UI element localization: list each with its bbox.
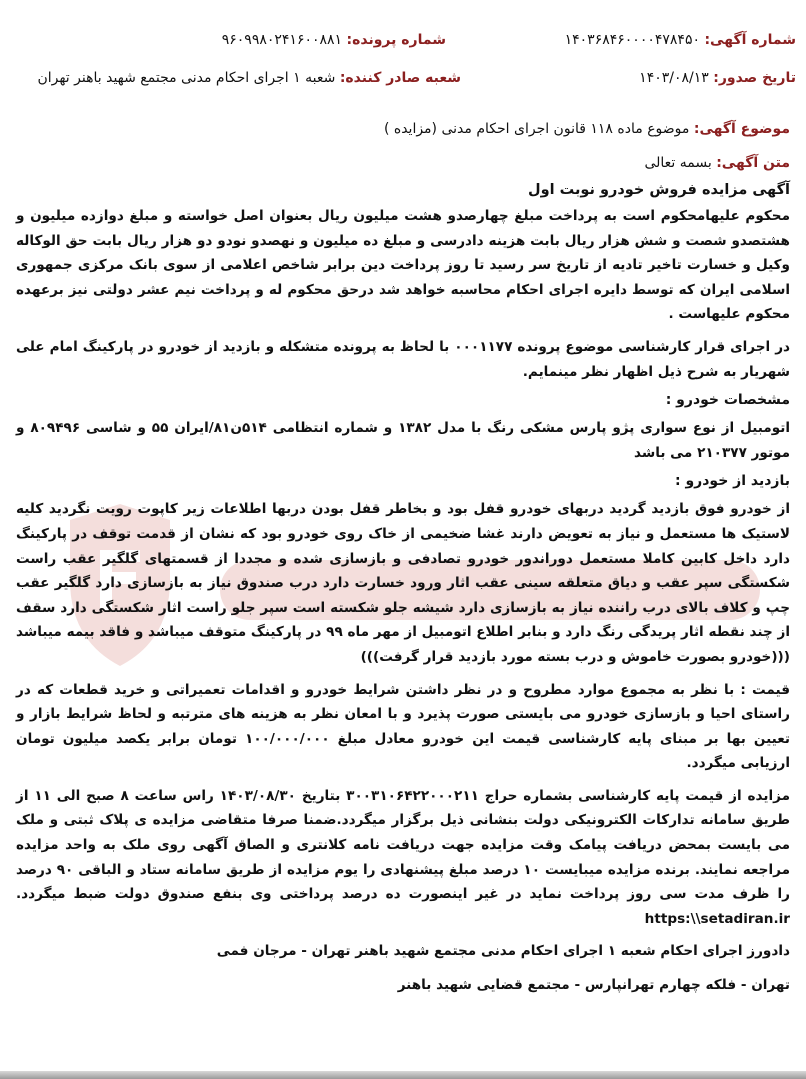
case-number-field bbox=[222, 32, 446, 48]
case-number-label: شماره پرونده: bbox=[346, 32, 446, 48]
text-intro-value: بسمه تعالی bbox=[644, 155, 712, 171]
header-row-2 bbox=[0, 70, 806, 94]
signature-address: تهران - فلکه چهارم تهرانپارس - مجتمع قضایی شهید باهنر bbox=[397, 977, 790, 994]
issuer-value: شعبه ۱ اجرای احکام مدنی مجتمع شهید باهنر تهران bbox=[37, 70, 336, 86]
setadiran-link[interactable]: https:\\setadiran.ir bbox=[644, 910, 790, 927]
paragraph-price: قیمت : با نظر به مجموع موارد مطروح و در نظر داشتن شرایط خودرو و اقدامات تعمیراتی و خرید قطعات که در راستای احیا و بازسازی خودرو می بایستی صورت پذیرد و با امعان نظر به هزینه های مترتبه و لحاظ شرایط بازار و تعیین بها بر مبنای پایه کارشناسی قیمت این خودرو معادل مبلغ ۱۰۰/۰۰۰/۰۰۰ تومان برابر یکصد میلیون تومان ارزیابی میگردد. bbox=[16, 681, 791, 772]
notice-title: آگهی مزایده فروش خودرو نوبت اول bbox=[527, 182, 790, 198]
paragraph-vehicle-visit: از خودرو فوق بازدید گردید دربهای خودرو قفل بود و بخاطر قفل بودن دربها اطلاعات زیر کاپوت رویت نگردید کلیه لاستیک ها مستعمل و نیاز به تعویض دارند غشا ضخیمی از خاک روی خودرو بود که نشان از قدمت توقف در پارکینگ دارد داخل کابین کاملا مستعمل دوراندور خودرو تصادفی و بازسازی شده و مجددا از قسمتهای گلگیر عقب راست شکستگی سپر عقب و دیاق متعلقه سینی عقب اثار ورود خسارت دارد درب صندوق نیاز به بازسازی دارد گلگیر عقب چپ و کلاف بالای درب راننده نیاز به بازسازی دارد شیشه جلو شکسته است سپر جلو راست اثار شکستگی دارد سقف از چند نقطه اثار پریدگی رنگ دارد و بنابر اطلاع اتومبیل از مهر ماه ۹۹ در پارکینگ متوقف میباشد و فاقد بیمه میباشد (((خودرو بصورت خاموش و درب بسته مورد بازدید قرار گرفت))) bbox=[16, 501, 790, 665]
text-intro-line bbox=[16, 152, 790, 174]
topic-label: موضوع آگهی: bbox=[693, 121, 790, 137]
notice-body bbox=[16, 118, 790, 1007]
auction-text: مزایده از قیمت پایه کارشناسی بشماره حراج ۳۰۰۳۱۰۶۴۲۲۰۰۰۲۱۱ بتاریخ ۱۴۰۳/۰۸/۳۰ راس ساعت ۸ صبح الی ۱۱ از طریق سامانه تدارکات الکترونیکی دولت بنشانی ذیل برگزار میگردد.ضمنا صرفا متقاضی مزایده ی پلاک ثبتی و ملک می بایست بمحض دریافت پیامک وقت مزایده جهت دریافت نامه کلانتری و الصاق آگهی روی ملک به واحد مزایده مراجعه نمایند. برنده مزایده میبایست ۱۰ درصد مبلغ پیشنهادی را یوم مزایده از طریق سامانه ستاد و الباقی ۹۰ درصد را ظرف مدت سی روز پرداخت نماید در غیر اینصورت ده درصد پرداختی وی بنفع صندوق دولت ضبط میگردد. bbox=[16, 787, 791, 903]
text-intro-label: متن آگهی: bbox=[716, 155, 790, 171]
issue-date-label: تاریخ صدور: bbox=[713, 70, 796, 86]
vehicle-specs-heading: مشخصات خودرو : bbox=[665, 392, 790, 409]
issue-date-value: ۱۴۰۳/۰۸/۱۳ bbox=[639, 70, 709, 86]
topic-line bbox=[16, 118, 790, 140]
topic-value: موضوع ماده ۱۱۸ قانون اجرای احکام مدنی (مزایده ) bbox=[383, 121, 690, 137]
ad-number-value: ۱۴۰۳۶۸۴۶۰۰۰۰۴۷۸۴۵۰ bbox=[564, 32, 700, 48]
issue-date-field bbox=[639, 70, 796, 86]
case-number-value: ۹۶۰۹۹۸۰۲۴۱۶۰۰۸۸۱ bbox=[221, 32, 343, 48]
paragraph-expert-order: در اجرای قرار کارشناسی موضوع پرونده ۰۰۰۱۱۷۷ با لحاظ به پرونده متشکله و بازدید از خودرو در پارکینگ امام علی شهریار به شرح ذیل اظهار نظر مینمایم. bbox=[16, 338, 790, 380]
issuer-field bbox=[37, 70, 461, 86]
ad-number-field bbox=[565, 32, 796, 48]
ad-number-label: شماره آگهی: bbox=[704, 32, 796, 48]
paragraph-auction bbox=[16, 784, 790, 932]
bottom-border bbox=[0, 1071, 806, 1079]
paragraph-vehicle-specs: اتومبیل از نوع سواری پژو پارس مشکی رنگ با مدل ۱۳۸۲ و شماره انتظامی ۵۱۴ن۸۱/ایران ۵۵ و شاسی ۸۰۹۴۹۶ و موتور ۲۱۰۳۷۷ می باشد bbox=[16, 420, 791, 461]
paragraph-judgment: محکوم علیهامحکوم است به پرداخت مبلغ چهارصدو هشت میلیون ریال بعنوان اصل خواسته و مبلغ دوازده میلیون و هشتصدو شصت و شش هزار ریال بابت هزینه دادرسی و مبلغ ده میلیون و نهصدو نودو دو هزار ریال بابت حق الوکاله وکیل و خسارت تاخیر تادیه از تاریخ سر رسید تا روز پرداخت دین برابر شاخص اعلامی از سوی بانک مرکزی جمهوری اسلامی ایران که توسط دایره اجرای احکام محاسبه خواهد شد درحق محکوم له و پرداخت نیم عشر دولتی نیز برعهده محکوم علیهاست . bbox=[16, 208, 790, 323]
vehicle-visit-heading: بازدید از خودرو : bbox=[675, 473, 790, 490]
signature-officer: دادورز اجرای احکام شعبه ۱ اجرای احکام مدنی مجتمع شهید باهنر تهران - مرجان فمی bbox=[216, 943, 790, 960]
issuer-label: شعبه صادر کننده: bbox=[339, 70, 461, 86]
header-row-1 bbox=[0, 32, 806, 56]
